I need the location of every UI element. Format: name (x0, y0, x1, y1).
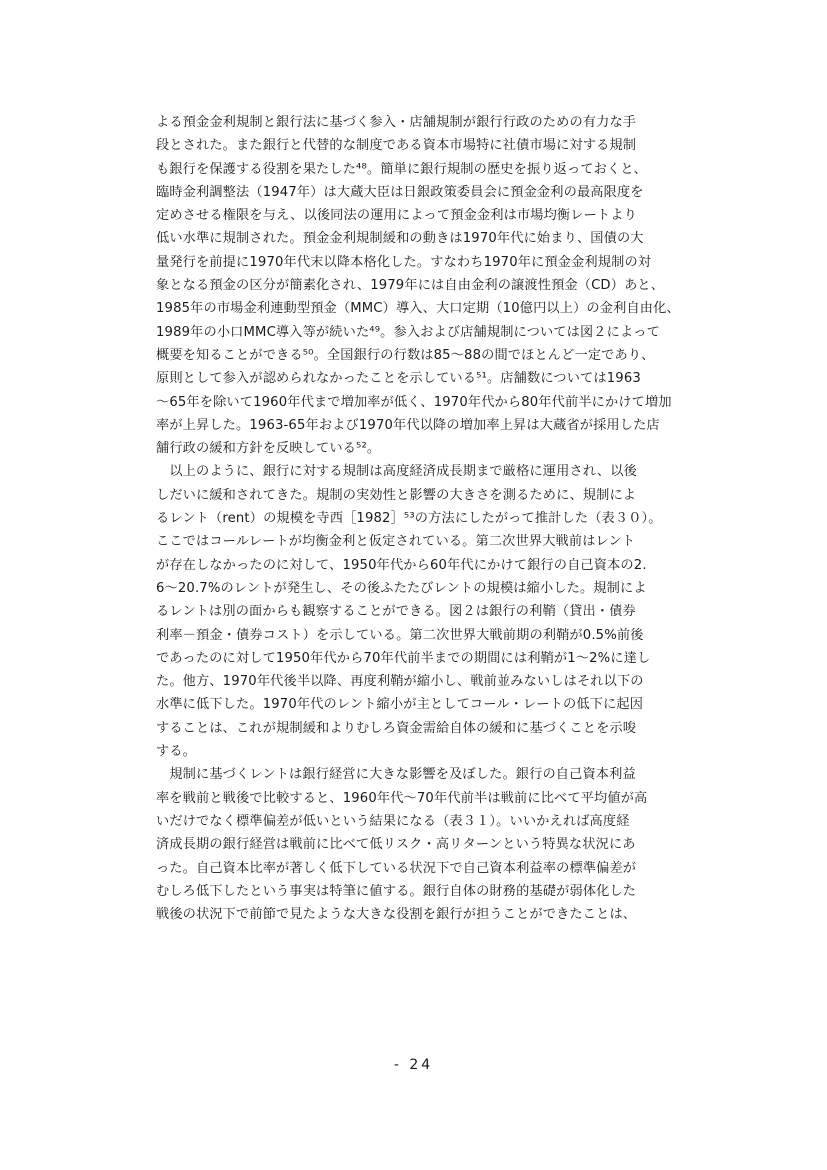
text-line: むしろ低下したという事実は特筆に値する。銀行自体の財務的基礎が弱体化した (156, 883, 637, 899)
text-line: 1989年の小口MMC導入等が続いた⁴⁹。参入および店舗規制については図２によって (156, 324, 660, 340)
text-line: 利率－預金・債券コスト）を示している。第二次世界大戦前期の利鞘が0.5%前後 (156, 627, 644, 643)
text-line: 段とされた。また銀行と代替的な制度である資本市場特に社債市場に対する規制 (156, 138, 637, 154)
text-line: よる預金金利規制と銀行法に基づく参入・店舗規制が銀行行政のための有力な手 (156, 115, 637, 130)
text-line: 水準に低下した。1970年代のレント縮小が主としてコール・レートの低下に起因 (156, 697, 644, 713)
text-line: 象となる預金の区分が簡素化され、1979年には自由金利の譲渡性預金（CD）あと、 (156, 278, 665, 294)
text-line: 6～20.7%のレントが発生し、その後ふたたびレントの規模は縮小した。規制によ (156, 580, 647, 596)
text-line: 以上のように、銀行に対する規制は高度経済成長期まで厳格に運用され、以後 (156, 464, 637, 480)
text-line: 済成長期の銀行経営は戦前に比べて低リスク・高リターンという特異な状況にあ (156, 837, 636, 853)
text-line: ～65年を除いて1960年代まで増加率が低く、1970年代から80年代前半にかけて増加 (156, 394, 672, 410)
text-line: 低い水準に規制された。預金金利規制緩和の動きは1970年代に始まり、国債の大 (156, 231, 644, 247)
text-line: ここではコールレートが均衡金利と仮定されている。第二次世界大戦前はレント (156, 534, 636, 550)
body-text (156, 111, 716, 926)
text-line: 戦後の状況下で前節で見たような大きな役割を銀行が担うことができたことは、 (156, 907, 637, 923)
text-line: 臨時金利調整法（1947年）は大蔵大臣は日銀政策委員会に預金金利の最高限度を (156, 184, 644, 200)
text-line: 量発行を前提に1970年代末以降本格化した。すなわち1970年に預金金利規制の対 (156, 254, 652, 270)
text-line: 率が上昇した。1963-65年および1970年代以降の増加率上昇は大蔵省が採用した店 (156, 417, 660, 433)
text-line: るレントは別の面からも観察することができる。図２は銀行の利鞘（貸出・債券 (156, 604, 636, 620)
text-line: も銀行を保護する役割を果たした⁴⁸。簡単に銀行規制の歴史を振り返っておくと、 (156, 161, 648, 177)
page-number: - 24 (393, 1057, 434, 1073)
text-line: るレント（rent）の規模を寺西［1982］⁵³の方法にしたがって推計した（表３０）。 (156, 511, 662, 527)
text-line: する。 (156, 744, 197, 760)
text-line: いだけでなく標準偏差が低いという結果になる（表３１）。いいかえれば高度経 (156, 813, 630, 829)
text-line: が存在しなかったのに対して、1950年代から60年代にかけて銀行の自己資本の2. (156, 557, 647, 573)
text-line: 原則として参入が認められなかったことを示している⁵¹。店舗数については1963 (156, 371, 641, 387)
text-line: することは、これが規制緩和よりむしろ資金需給自体の緩和に基づくことを示唆 (156, 720, 637, 736)
text-line: 定めさせる権限を与え、以後同法の運用によって預金金利は市場均衡レートより (156, 208, 637, 224)
text-line: 規制に基づくレントは銀行経営に大きな影響を及ぼした。銀行の自己資本利益 (156, 767, 636, 783)
text-line: 率を戦前と戦後で比較すると、1960年代～70年代前半は戦前に比べて平均値が高 (156, 790, 648, 806)
text-line: 概要を知ることができる⁵⁰。全国銀行の行数は85～88の間でほとんど一定であり、 (156, 347, 655, 363)
text-line: 1985年の市場金利連動型預金（MMC）導入、大口定期（10億円以上）の金利自由化、 (156, 301, 680, 317)
text-line: 舗行政の緩和方針を反映している⁵²。 (156, 441, 381, 457)
text-line: た。他方、1970年代後半以降、再度利鞘が縮小し、戦前並みないしはそれ以下の (156, 674, 644, 690)
text-line: しだいに緩和されてきた。規制の実効性と影響の大きさを測るために、規制によ (156, 487, 637, 503)
text-line: った。自己資本比率が著しく低下している状況下で自己資本利益率の標準偏差が (156, 860, 637, 876)
text-line: であったのに対して1950年代から70年代前半までの期間には利鞘が1～2%に達し (156, 650, 651, 666)
